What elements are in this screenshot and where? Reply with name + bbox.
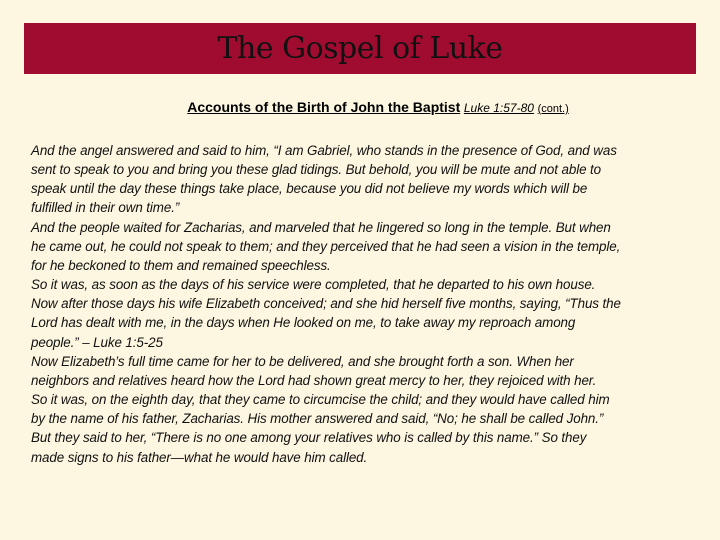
- slide-title: The Gospel of Luke: [217, 30, 503, 66]
- passage-line: by the name of his father, Zacharias. His mother answered and said, “No; he shall be called John.”: [31, 411, 604, 427]
- scripture-passage: [31, 141, 691, 467]
- passage-line: And the people waited for Zacharias, and marveled that he lingered so long in the temple. But when: [31, 219, 611, 235]
- subtitle-heading: Accounts of the Birth of John the Baptist: [187, 99, 461, 115]
- passage-line: Now Elizabeth’s full time came for her to be delivered, and she brought forth a son. When her: [31, 353, 574, 369]
- passage-line: sent to speak to you and bring you these glad tidings. But behold, you will be mute and not able to: [31, 162, 602, 178]
- passage-line: And the angel answered and said to him, “I am Gabriel, who stands in the presence of God, and was: [31, 143, 617, 158]
- passage-line: So it was, as soon as the days of his service were completed, that he departed to his own house.: [31, 277, 596, 293]
- slide-subtitle: [0, 99, 720, 115]
- continued-label: (cont.): [537, 103, 569, 115]
- passage-line: speak until the day these things take place, because you did not believe my words which will be: [31, 181, 588, 197]
- title-banner: [24, 23, 696, 74]
- passage-line: neighbors and relatives heard how the Lord had shown great mercy to her, they rejoiced with her.: [31, 372, 597, 388]
- passage-line: he came out, he could not speak to them; and they perceived that he had seen a vision in the temple,: [31, 238, 621, 254]
- passage-line: for he beckoned to them and remained speechless.: [31, 257, 331, 273]
- passage-line: fulfilled in their own time.”: [31, 200, 180, 216]
- passage-line: people.” – Luke 1:5-25: [31, 334, 163, 350]
- passage-line: made signs to his father—what he would have him called.: [31, 449, 368, 465]
- passage-line: So it was, on the eighth day, that they came to circumcise the child; and they would have called him: [31, 392, 610, 408]
- passage-line: Lord has dealt with me, in the days when He looked on me, to take away my reproach among: [31, 315, 576, 331]
- passage-line: But they said to her, “There is no one among your relatives who is called by this name.” So they: [31, 430, 587, 446]
- scripture-reference: Luke 1:57-80: [463, 101, 534, 115]
- passage-line: Now after those days his wife Elizabeth conceived; and she hid herself five months, saying, “Thus the: [31, 296, 621, 312]
